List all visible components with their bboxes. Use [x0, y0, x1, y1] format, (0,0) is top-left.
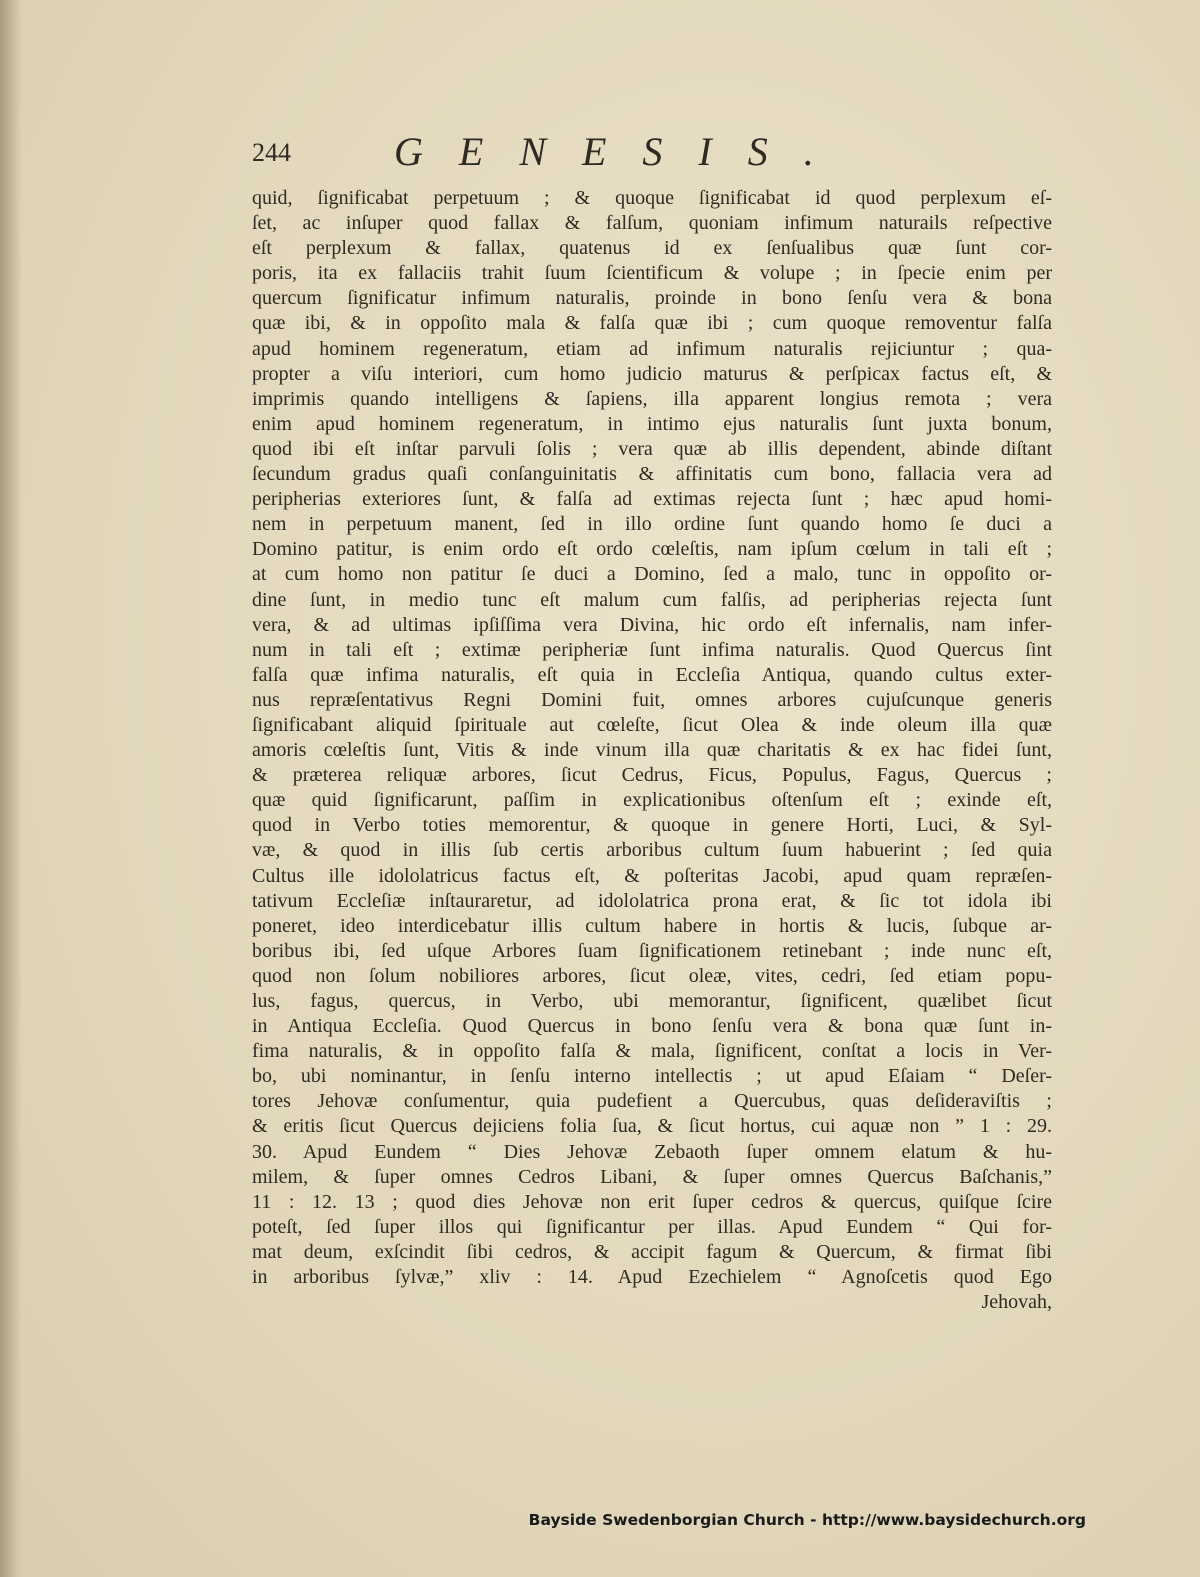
- text-line: apud hominem regeneratum, etiam ad infimum naturalis rejiciuntur ; qua-: [252, 337, 1052, 360]
- text-line: quod non ſolum nobiliores arbores, ſicut oleæ, vites, cedri, ſed etiam popu-: [252, 964, 1052, 987]
- text-line: 11 : 12. 13 ; quod dies Jehovæ non erit ſuper cedros & quercus, quiſque ſcire: [252, 1190, 1052, 1213]
- text-line: poris, ita ex fallaciis trahit ſuum ſcientificum & volupe ; in ſpecie enim per: [252, 262, 1052, 285]
- text-line: nus repræſentativus Regni Domini fuit, omnes arbores cujuſcunque generis: [252, 688, 1052, 711]
- text-line: poneret, ideo interdicebatur illis cultum habere in hortis & lucis, ſubque ar-: [252, 914, 1052, 937]
- text-line: in Antiqua Eccleſia. Quod Quercus in bono ſenſu vera & bona quæ ſunt in-: [252, 1015, 1052, 1038]
- text-line: quod ibi eſt inſtar parvuli ſolis ; vera quæ ab illis dependent, abinde diſtant: [252, 437, 1052, 460]
- text-line: num in tali eſt ; extimæ peripheriæ ſunt infima naturalis. Quod Quercus ſint: [252, 638, 1052, 661]
- text-line: dine ſunt, in medio tunc eſt malum cum falſis, ad peripherias rejecta ſunt: [252, 588, 1052, 611]
- text-line: quid, ſignificabat perpetuum ; & quoque ſignificabat id quod perplexum eſ-: [252, 187, 1052, 209]
- text-line: ſecundum gradus quaſi conſanguinitatis & affinitatis cum bono, fallacia vera ad: [252, 463, 1052, 486]
- text-line: in arboribus ſylvæ,” xliv : 14. Apud Ezechielem “ Agnoſcetis quod Ego: [252, 1266, 1052, 1289]
- text-line: 30. Apud Eundem “ Dies Jehovæ Zebaoth ſuper omnem elatum & hu-: [252, 1140, 1052, 1163]
- text-line: & præterea reliquæ arbores, ſicut Cedrus, Ficus, Populus, Fagus, Quercus ;: [252, 764, 1052, 787]
- text-line: quod in Verbo toties memorentur, & quoque in genere Horti, Luci, & Syl-: [252, 814, 1052, 837]
- text-line: vera, & ad ultimas ipſiſſima vera Divina, hic ordo eſt infernalis, nam infer-: [252, 613, 1052, 636]
- text-line: propter a viſu interiori, cum homo judicio maturus & perſpicax factus eſt, &: [252, 362, 1052, 385]
- body-text: [252, 186, 1052, 1315]
- text-line: ſet, ac inſuper quod fallax & falſum, quoniam infimum naturails reſpective: [252, 212, 1052, 235]
- text-line: poteſt, ſed ſuper illos qui ſignificantur per illas. Apud Eundem “ Qui for-: [252, 1215, 1052, 1238]
- text-line: tores Jehovæ conſumentur, quia pudefient a Quercubus, quas deſideraviſtis ;: [252, 1090, 1052, 1113]
- watermark-credit: Bayside Swedenborgian Church - http://www.baysidechurch.org: [528, 1511, 1086, 1529]
- text-line: at cum homo non patitur ſe duci a Domino, ſed a malo, tunc in oppoſito or-: [252, 563, 1052, 586]
- text-line: ſignificabant aliquid ſpirituale aut cœleſte, ſicut Olea & inde oleum illa quæ: [252, 713, 1052, 736]
- catchword: Jehovah,: [981, 1291, 1052, 1314]
- text-line: milem, & ſuper omnes Cedros Libani, & ſuper omnes Quercus Baſchanis,”: [252, 1165, 1052, 1188]
- page-gutter-shadow: [0, 0, 22, 1577]
- text-line: boribus ibi, ſed uſque Arbores ſuam ſignificationem retinebant ; inde nunc eſt,: [252, 939, 1052, 962]
- text-line: fima naturalis, & in oppoſito falſa & mala, ſignificent, conſtat a locis in Ver-: [252, 1040, 1052, 1063]
- text-line: quæ ibi, & in oppoſito mala & falſa quæ ibi ; cum quoque removentur falſa: [252, 312, 1052, 335]
- text-line: quæ quid ſignificarunt, paſſim in explicationibus oſtenſum eſt ; exinde eſt,: [252, 789, 1052, 812]
- text-line: & eritis ſicut Quercus dejiciens folia ſua, & ſicut hortus, cui aquæ non ” 1 : 29.: [252, 1115, 1052, 1138]
- page-number: 244: [252, 138, 291, 167]
- text-line: enim apud hominem regeneratum, in intimo ejus naturalis ſunt juxta bonum,: [252, 412, 1052, 435]
- text-line: væ, & quod in illis ſub certis arboribus cultum ſuum habuerint ; ſed quia: [252, 839, 1052, 862]
- running-title: GENESIS.: [394, 129, 850, 174]
- text-line: quercum ſignificatur infimum naturalis, proinde in bono ſenſu vera & bona: [252, 287, 1052, 310]
- text-line: Cultus ille idololatricus factus eſt, & poſteritas Jacobi, apud quam repræſen-: [252, 864, 1052, 887]
- text-line: amoris cœleſtis ſunt, Vitis & inde vinum illa quæ charitatis & ex hac fidei ſunt,: [252, 739, 1052, 762]
- text-line: falſa quæ infima naturalis, eſt quia in Eccleſia Antiqua, quando cultus exter-: [252, 663, 1052, 686]
- text-line: nem in perpetuum manent, ſed in illo ordine ſunt quando homo ſe duci a: [252, 513, 1052, 536]
- text-line: mat deum, exſcindit ſibi cedros, & accipit fagum & Quercum, & firmat ſibi: [252, 1240, 1052, 1263]
- text-line: eſt perplexum & fallax, quatenus id ex ſenſualibus quæ ſunt cor-: [252, 237, 1052, 260]
- page-header: [252, 128, 1052, 172]
- text-line: peripherias exteriores ſunt, & falſa ad extimas rejecta ſunt ; hæc apud homi-: [252, 488, 1052, 511]
- text-line: imprimis quando intelligens & ſapiens, illa apparent longius remota ; vera: [252, 387, 1052, 410]
- text-line: tativum Eccleſiæ inſtauraretur, ad idololatrica prona erat, & ſic tot idola ibi: [252, 889, 1052, 912]
- text-line: bo, ubi nominantur, in ſenſu interno intellectis ; ut apud Eſaiam “ Deſer-: [252, 1065, 1052, 1088]
- text-line: lus, fagus, quercus, in Verbo, ubi memorantur, ſignificent, quælibet ſicut: [252, 990, 1052, 1012]
- text-line: Domino patitur, is enim ordo eſt ordo cœleſtis, nam ipſum cœlum in tali eſt ;: [252, 538, 1052, 561]
